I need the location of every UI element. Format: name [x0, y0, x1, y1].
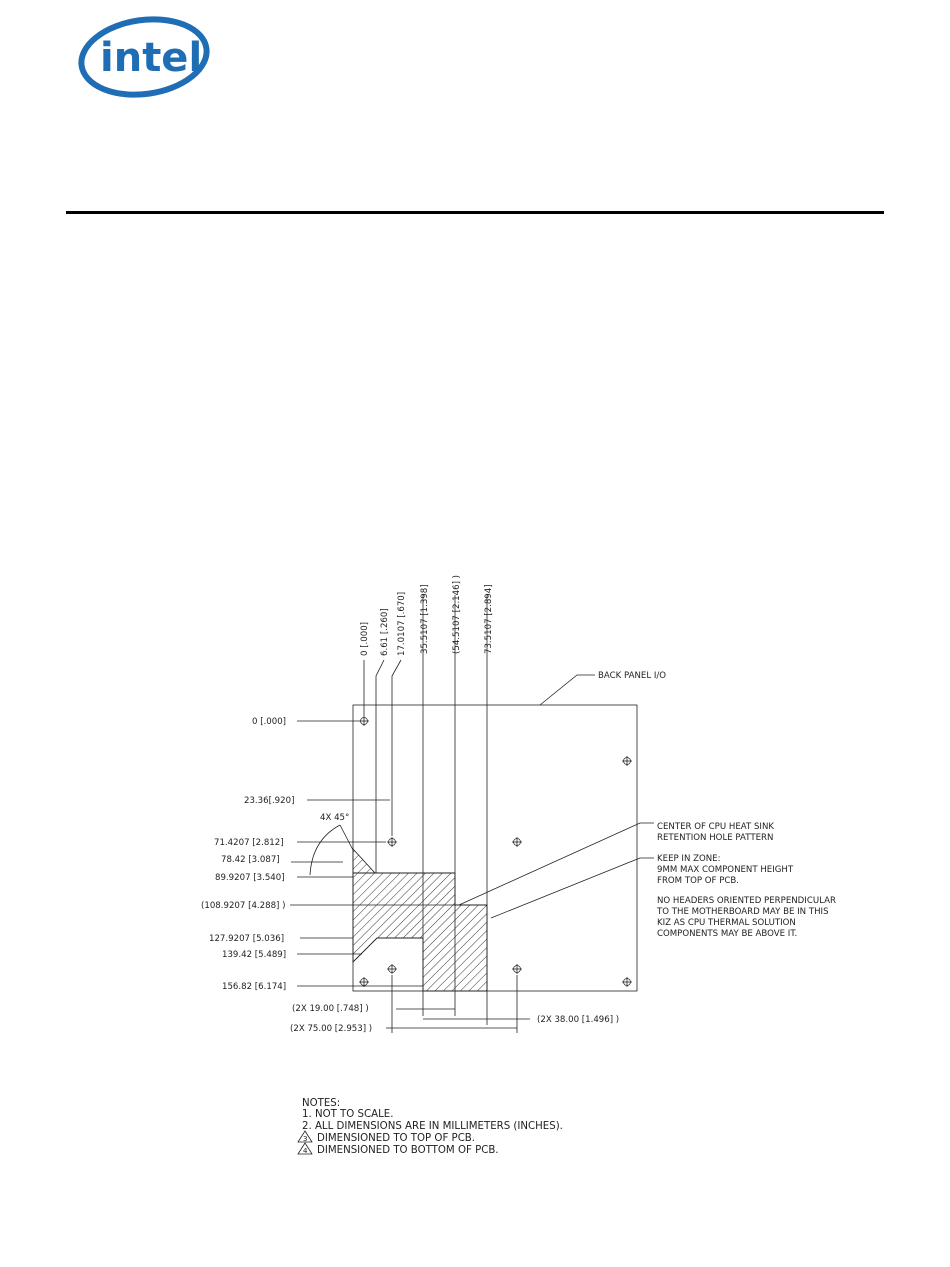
dim-top-1: 6.61 [.260]	[380, 608, 390, 656]
dim-left-8: 156.82 [6.174]	[222, 982, 287, 992]
note-2: 2. ALL DIMENSIONS ARE IN MILLIMETERS (INCHES).	[302, 1121, 563, 1132]
callout-center-1: CENTER OF CPU HEAT SINK	[657, 822, 775, 832]
keep-in-zone-chamfer	[353, 849, 375, 873]
callout-noheaders-2: TO THE MOTHERBOARD MAY BE IN THIS	[657, 907, 829, 917]
note-4-number: 4	[303, 1147, 308, 1155]
dim-left-1: 23.36[.920]	[244, 796, 295, 806]
dim-top-2: 17.0107 [.670]	[397, 591, 407, 656]
dim-top-5: 73.5107 [2.894]	[484, 584, 494, 654]
callouts	[459, 671, 836, 939]
callout-keepin-1: KEEP IN ZONE:	[657, 854, 721, 864]
callout-keepin-2: 9MM MAX COMPONENT HEIGHT	[657, 865, 794, 875]
callout-back-panel: BACK PANEL I/O	[598, 671, 667, 681]
dim-left-6: 127.9207 [5.036]	[209, 934, 285, 944]
dim-left-3: 78.42 [3.087]	[221, 855, 280, 865]
notes-block	[298, 1098, 563, 1156]
dim-top-4: (54.5107 [2.146] )	[452, 574, 462, 654]
callout-noheaders-3: KIZ AS CPU THERMAL SOLUTION	[657, 918, 796, 928]
retention-holes	[359, 716, 632, 987]
keep-in-zone-hatch	[353, 873, 487, 991]
dim-top-0: 0 [.000]	[360, 621, 370, 656]
note-3: DIMENSIONED TO TOP OF PCB.	[317, 1133, 476, 1144]
dim-left-7: 139.42 [5.489]	[222, 950, 287, 960]
dim-bottom-3: (2X 75.00 [2.953] )	[290, 1024, 373, 1034]
dim-top-3: 35.5107 [1.398]	[420, 584, 430, 654]
top-dimension-labels	[360, 575, 494, 656]
notes-title: NOTES:	[302, 1098, 341, 1109]
dim-left-0: 0 [.000]	[252, 717, 287, 727]
left-dimension-labels	[201, 717, 349, 992]
dim-angle: 4X 45°	[320, 813, 350, 823]
note-4: DIMENSIONED TO BOTTOM OF PCB.	[317, 1145, 499, 1156]
dim-bottom-1: (2X 19.00 [.748] )	[292, 1004, 369, 1014]
callout-noheaders-1: NO HEADERS ORIENTED PERPENDICULAR	[657, 896, 836, 906]
logo-wordmark: intel	[100, 35, 203, 81]
callout-noheaders-4: COMPONENTS MAY BE ABOVE IT.	[657, 929, 798, 939]
note-1: 1. NOT TO SCALE.	[302, 1109, 394, 1120]
dim-bottom-2: (2X 38.00 [1.496] )	[537, 1015, 620, 1025]
callout-center-2: RETENTION HOLE PATTERN	[657, 833, 774, 843]
note-3-number: 3	[303, 1135, 308, 1143]
callout-keepin-3: FROM TOP OF PCB.	[657, 876, 740, 886]
board-outline	[353, 705, 637, 991]
dim-left-5: (108.9207 [4.288] )	[201, 901, 286, 911]
dim-left-2: 71.4207 [2.812]	[214, 838, 284, 848]
dim-left-4: 89.9207 [3.540]	[215, 873, 285, 883]
